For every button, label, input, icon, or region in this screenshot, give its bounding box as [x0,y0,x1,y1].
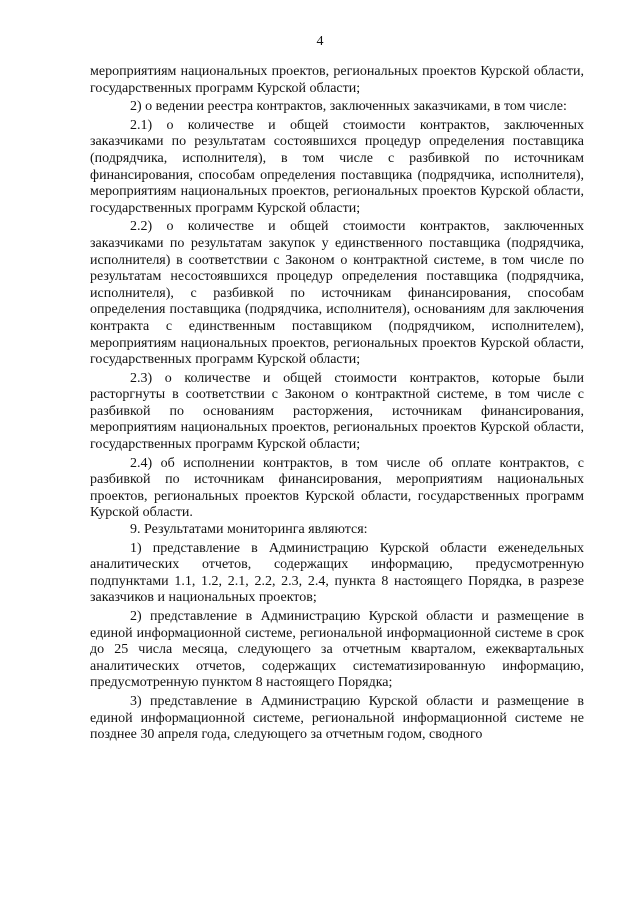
paragraph-item-2-4: 2.4) об исполнении контрактов, в том числе об оплате контрактов, с разбивкой по источникам финансирования, мероприятиям национальных проектов, региональных проектов Курской области, государственных программ Курской области. [90,455,584,521]
paragraph-result-2: 2) представление в Администрацию Курской области и размещение в единой информационной системе, региональной информационной системе в срок до 25 числа месяца, следующего за отчетным кварталом, ежеквартальных аналитических отчетов, содержащих систематизированную информацию, предусмотренную пунктом 8 настоящего Порядка; [90,609,584,691]
paragraph-result-1: 1) представление в Администрацию Курской области еженедельных аналитических отчетов, содержащих информацию, предусмотренную подпунктами 1.1, 1.2, 2.1, 2.2, 2.3, 2.4, пункта 8 настоящего Порядка, в разрезе заказчиков и национальных проектов; [90,540,584,606]
paragraph-item-2: 2) о ведении реестра контрактов, заключенных заказчиками, в том числе: [130,99,567,115]
paragraph-section-9: 9. Результатами мониторинга являются: [130,522,368,538]
paragraph-result-3: 3) представление в Администрацию Курской области и размещение в единой информационной системе, региональной информационной системе не позднее 30 апреля года, следующего за отчетным годом, сводного [90,693,584,743]
document-body [90,64,584,744]
paragraph-item-2-2: 2.2) о количестве и общей стоимости контрактов, заключенных заказчиками по результатам закупок у единственного поставщика (подрядчика, исполнителя) в соответствии с Законом о контрактной системе, в том числе по результатам несостоявшихся процедур определения поставщика (подрядчика, исполнителя), с разбивкой по источникам финансирования, способам определения поставщика (подрядчика, исполнителя), основаниям для заключения контракта с единственным поставщиком (подрядчиком, исполнителем), мероприятиям национальных проектов, региональных проектов Курской области, государственных программ Курской области; [90,219,584,368]
page-number: 4 [316,34,324,49]
paragraph-item-2-3: 2.3) о количестве и общей стоимости контрактов, которые были расторгнуты в соответствии с Законом о контрактной системе, в том числе с разбивкой по основаниям расторжения, источникам финансирования, мероприятиям национальных проектов, региональных проектов Курской области, государственных программ Курской области; [90,370,584,453]
paragraph-item-2-1: 2.1) о количестве и общей стоимости контрактов, заключенных заказчиками по результатам состоявшихся процедур определения поставщика (подрядчика, исполнителя), в том числе с разбивкой по источникам финансирования, способам определения поставщика (подрядчика, исполнителя), мероприятиям национальных проектов, региональных проектов Курской области, государственных программ Курской области; [90,117,584,216]
paragraph-continuation: мероприятиям национальных проектов, региональных проектов Курской области, государственных программ Курской области; [90,64,584,96]
